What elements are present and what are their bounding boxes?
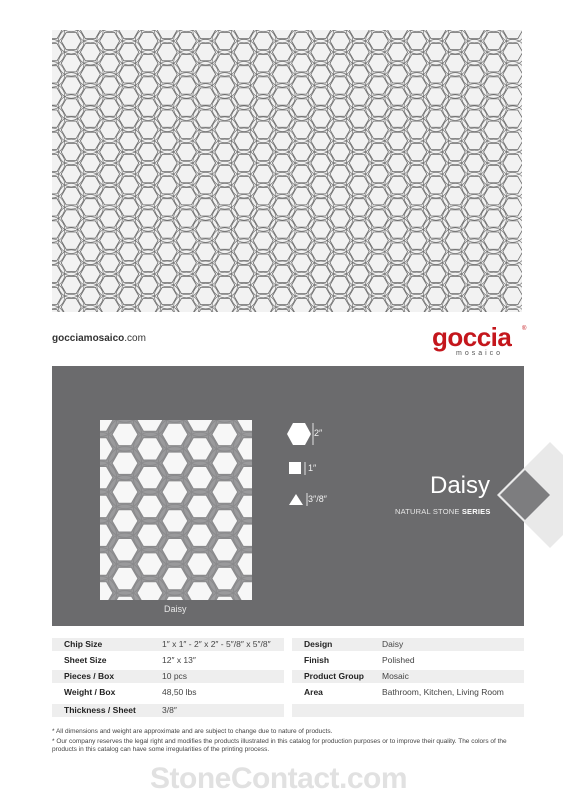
spec-label: Area — [304, 687, 323, 697]
spec-label: Chip Size — [64, 639, 103, 649]
spec-row — [292, 638, 524, 651]
spec-value: Polished — [382, 655, 415, 665]
hexagon-size-label: 2″ — [314, 428, 323, 438]
website-link[interactable] — [52, 333, 146, 344]
spec-value: 10 pcs — [162, 671, 188, 681]
logo-subtitle: mosaico — [456, 350, 504, 357]
spec-value: 12″ x 13″ — [162, 655, 196, 665]
spec-row — [292, 670, 524, 683]
footnote: * Our company reserves the legal right and modifies the products illustrated in this catalog for production purposes or to improve their quality. The colors of the products in this catalog can have some irregularities of the printing process. — [52, 738, 507, 753]
spec-row — [52, 704, 284, 717]
spec-value: 48,50 lbs — [162, 687, 197, 697]
spec-row — [292, 686, 524, 699]
spec-value: Bathroom, Kitchen, Living Room — [382, 687, 504, 697]
hexagon-icon — [286, 420, 316, 448]
logo-registered: ® — [522, 326, 527, 332]
watermark: StoneContact.com — [150, 762, 408, 795]
footnotes — [52, 728, 524, 756]
goccia-logo — [432, 322, 527, 362]
spec-row — [292, 654, 524, 667]
spec-label: Design — [304, 639, 333, 649]
series-suffix: SERIES — [461, 507, 491, 516]
mosaic-sheet-image — [100, 420, 252, 600]
spec-value: 3/8″ — [162, 705, 177, 715]
website-domain: .com — [124, 333, 146, 344]
triangle-size-label: 3″/8″ — [308, 494, 327, 504]
daisy-pattern-image — [52, 30, 522, 312]
spec-row-empty — [292, 704, 524, 717]
decorative-diamond — [495, 440, 563, 550]
logo-word: goccia — [432, 322, 512, 352]
spec-row — [52, 686, 284, 699]
spec-label: Thickness / Sheet — [64, 705, 136, 715]
spec-row — [52, 638, 284, 651]
spec-label: Pieces / Box — [64, 671, 115, 681]
square-size-label: 1″ — [308, 463, 317, 473]
spec-label: Product Group — [304, 671, 364, 681]
spec-row — [52, 654, 284, 667]
spec-value: Mosaic — [382, 671, 409, 681]
product-title: Daisy — [430, 472, 491, 499]
pattern-preview — [52, 30, 522, 312]
website-name: gocciamosaico — [52, 333, 125, 344]
spec-label: Weight / Box — [64, 687, 116, 697]
spec-value: Daisy — [382, 639, 404, 649]
spec-label: Sheet Size — [64, 655, 107, 665]
tile-caption: Daisy — [164, 604, 187, 614]
series-prefix: NATURAL STONE — [395, 507, 462, 516]
product-panel — [52, 366, 524, 626]
spec-label: Finish — [304, 655, 330, 665]
footnote: * All dimensions and weight are approximate and are subject to change due to nature of products. — [52, 728, 333, 735]
series-label — [395, 507, 491, 516]
spec-value: 1″ x 1″ - 2″ x 2″ - 5″/8″ x 5″/8″ — [162, 639, 271, 649]
spec-row — [52, 670, 284, 683]
